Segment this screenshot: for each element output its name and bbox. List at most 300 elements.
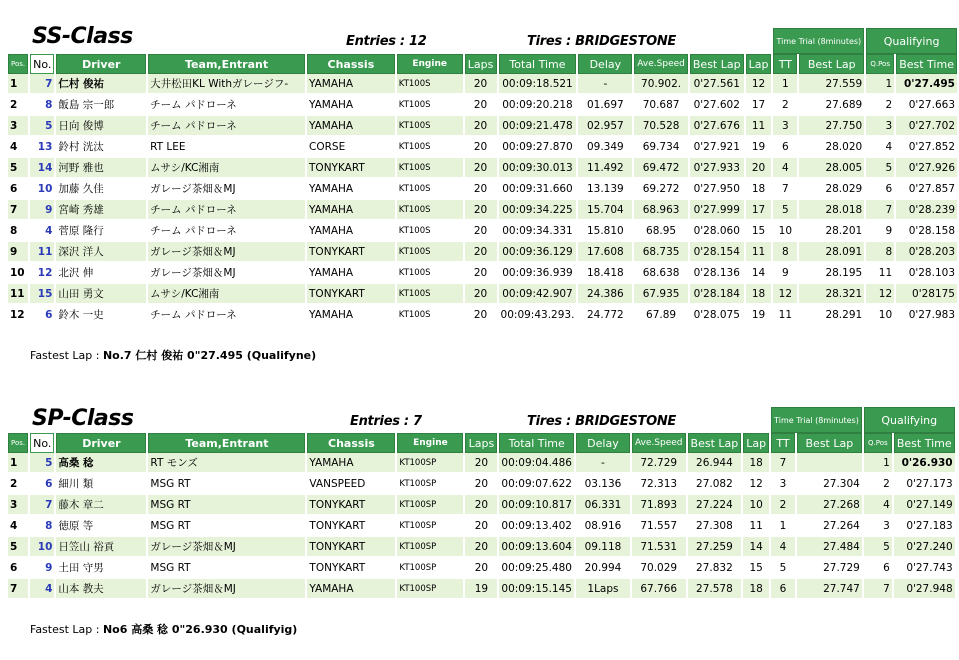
sp-cell-team: RT モンズ [148, 453, 305, 474]
ss-cell-pos: 12 [8, 305, 28, 326]
sp-header-best-time: Best Time [894, 433, 955, 453]
ss-cell-best-lap: 0'27.999 [690, 200, 744, 221]
sp-cell-tt-best-lap [797, 453, 862, 474]
sp-header-ave-speed: Ave.Speed [632, 433, 686, 453]
ss-header-driver: Driver [56, 54, 146, 74]
ss-cell-best-lap: 0'27.921 [690, 137, 744, 158]
sp-cell-lap: 10 [743, 495, 769, 516]
ss-cell-engine: KT100S [397, 74, 463, 95]
sp-cell-no: 8 [30, 516, 54, 537]
sp-cell-ave-speed: 71.531 [632, 537, 686, 558]
sp-cell-ave-speed: 72.729 [632, 453, 686, 474]
table-row [8, 221, 957, 242]
ss-group-header-row [8, 28, 957, 54]
sp-cell-driver: 徳原 等 [56, 516, 146, 537]
table-row [8, 284, 957, 305]
ss-cell-best-lap: 0'27.676 [690, 116, 744, 137]
sp-cell-delay: - [576, 453, 630, 474]
sp-cell-pos: 1 [8, 453, 28, 474]
ss-cell-no: 11 [30, 242, 54, 263]
ss-cell-team: チーム パドローネ [148, 95, 305, 116]
sp-header-engine: Engine [397, 433, 463, 453]
sp-cell-best-time: 0'27.743 [894, 558, 955, 579]
ss-cell-engine: KT100S [397, 221, 463, 242]
ss-cell-team: RT LEE [148, 137, 305, 158]
ss-class-title: SS-Class [32, 24, 133, 49]
sp-cell-driver: 細川 類 [56, 474, 146, 495]
ss-cell-best-time: 0'28.103 [896, 263, 957, 284]
ss-cell-no: 9 [30, 200, 54, 221]
sp-cell-laps: 20 [465, 453, 497, 474]
ss-cell-driver: 山田 勇文 [56, 284, 146, 305]
ss-header-total-time: Total Time [499, 54, 577, 74]
ss-cell-qpos: 12 [866, 284, 894, 305]
ss-cell-driver: 仁村 俊祐 [56, 74, 146, 95]
sp-cell-total-time: 00:09:07.622 [499, 474, 574, 495]
sp-cell-chassis: TONYKART [307, 516, 395, 537]
sp-cell-team: MSG RT [148, 474, 305, 495]
sp-cell-no: 6 [30, 474, 54, 495]
sp-qualifying-group: Qualifying [864, 407, 955, 433]
ss-cell-driver: 飯島 宗一郎 [56, 95, 146, 116]
ss-cell-tt-best-lap: 28.020 [799, 137, 864, 158]
sp-cell-ave-speed: 67.766 [632, 579, 686, 600]
ss-cell-engine: KT100S [397, 137, 463, 158]
ss-cell-total-time: 00:09:30.013 [499, 158, 577, 179]
ss-cell-chassis: YAMAHA [307, 95, 395, 116]
ss-cell-tt: 6 [773, 137, 797, 158]
sp-cell-engine: KT100SP [397, 474, 463, 495]
ss-cell-delay: 24.772 [578, 305, 632, 326]
ss-header-chassis: Chassis [307, 54, 395, 74]
sp-cell-laps: 19 [465, 579, 497, 600]
ss-cell-lap: 11 [746, 242, 772, 263]
sp-cell-laps: 20 [465, 474, 497, 495]
sp-cell-engine: KT100SP [397, 453, 463, 474]
ss-cell-tt: 5 [773, 200, 797, 221]
ss-cell-lap: 18 [746, 179, 772, 200]
ss-cell-delay: 17.608 [578, 242, 632, 263]
ss-cell-best-lap: 0'27.933 [690, 158, 744, 179]
table-row [8, 537, 955, 558]
sp-cell-delay: 20.994 [576, 558, 630, 579]
sp-header-laps: Laps [465, 433, 497, 453]
ss-cell-delay: 09.349 [578, 137, 632, 158]
sp-cell-best-lap: 27.578 [688, 579, 742, 600]
ss-cell-best-lap: 0'28.136 [690, 263, 744, 284]
ss-cell-tt: 7 [773, 179, 797, 200]
ss-cell-tt: 8 [773, 242, 797, 263]
ss-cell-total-time: 00:09:43.293. [499, 305, 577, 326]
ss-header-qpos: Q.Pos [866, 54, 894, 74]
ss-cell-chassis: TONYKART [307, 158, 395, 179]
sp-cell-lap: 12 [743, 474, 769, 495]
sp-cell-no: 5 [30, 453, 54, 474]
sp-cell-pos: 2 [8, 474, 28, 495]
ss-cell-best-lap: 0'28.060 [690, 221, 744, 242]
sp-cell-delay: 03.136 [576, 474, 630, 495]
sp-cell-laps: 20 [465, 558, 497, 579]
sp-time-trial-group: Time Trial (8minutes) [771, 407, 862, 433]
ss-cell-chassis: YAMAHA [307, 305, 395, 326]
ss-cell-driver: 鈴村 洸汰 [56, 137, 146, 158]
sp-header-lap: Lap [743, 433, 769, 453]
sp-cell-no: 9 [30, 558, 54, 579]
ss-cell-tt: 10 [773, 221, 797, 242]
sp-cell-delay: 06.331 [576, 495, 630, 516]
ss-cell-total-time: 00:09:18.521 [499, 74, 577, 95]
ss-cell-best-time: 0'27.495 [896, 74, 957, 95]
ss-cell-best-time: 0'27.857 [896, 179, 957, 200]
ss-cell-no: 8 [30, 95, 54, 116]
ss-cell-chassis: YAMAHA [307, 179, 395, 200]
ss-header-team: Team,Entrant [148, 54, 305, 74]
ss-cell-qpos: 8 [866, 242, 894, 263]
sp-cell-driver: 日笠山 裕貢 [56, 537, 146, 558]
table-row [8, 95, 957, 116]
sp-cell-tt: 6 [771, 579, 795, 600]
ss-cell-pos: 9 [8, 242, 28, 263]
table-row [8, 179, 957, 200]
table-row [8, 200, 957, 221]
ss-cell-laps: 20 [465, 284, 497, 305]
sp-cell-engine: KT100SP [397, 579, 463, 600]
ss-cell-driver: 深沢 洋人 [56, 242, 146, 263]
sp-cell-team: ガレージ茶畑＆MJ [148, 537, 305, 558]
ss-cell-driver: 鈴木 一史 [56, 305, 146, 326]
ss-cell-qpos: 5 [866, 158, 894, 179]
ss-header-laps: Laps [465, 54, 497, 74]
ss-cell-laps: 20 [465, 137, 497, 158]
ss-cell-qpos: 1 [866, 74, 894, 95]
sp-cell-laps: 20 [465, 537, 497, 558]
ss-cell-driver: 加藤 久佳 [56, 179, 146, 200]
ss-cell-no: 4 [30, 221, 54, 242]
ss-cell-pos: 8 [8, 221, 28, 242]
ss-cell-qpos: 7 [866, 200, 894, 221]
ss-cell-qpos: 9 [866, 221, 894, 242]
ss-cell-pos: 5 [8, 158, 28, 179]
ss-cell-tt-best-lap: 28.321 [799, 284, 864, 305]
ss-cell-ave-speed: 69.472 [634, 158, 688, 179]
ss-cell-best-time: 0'28.239 [896, 200, 957, 221]
ss-cell-laps: 20 [465, 242, 497, 263]
sp-cell-engine: KT100SP [397, 558, 463, 579]
ss-cell-no: 14 [30, 158, 54, 179]
ss-cell-tt-best-lap: 28.291 [799, 305, 864, 326]
ss-cell-laps: 20 [465, 179, 497, 200]
ss-header-tt-best-lap: Best Lap [799, 54, 864, 74]
ss-cell-team: チーム パドローネ [148, 200, 305, 221]
sp-header-team: Team,Entrant [148, 433, 305, 453]
ss-cell-team: ガレージ茶畑＆MJ [148, 242, 305, 263]
sp-cell-pos: 4 [8, 516, 28, 537]
ss-cell-best-lap: 0'27.950 [690, 179, 744, 200]
ss-cell-best-lap: 0'27.561 [690, 74, 744, 95]
sp-entries: Entries : 7 [350, 414, 422, 429]
ss-cell-lap: 17 [746, 200, 772, 221]
ss-cell-tt: 3 [773, 116, 797, 137]
sp-cell-chassis: VANSPEED [307, 474, 395, 495]
ss-cell-laps: 20 [465, 158, 497, 179]
table-row [8, 474, 955, 495]
ss-cell-delay: 11.492 [578, 158, 632, 179]
sp-header-best-lap: Best Lap [688, 433, 742, 453]
ss-cell-qpos: 10 [866, 305, 894, 326]
table-row [8, 558, 955, 579]
ss-cell-chassis: YAMAHA [307, 200, 395, 221]
ss-cell-laps: 20 [465, 95, 497, 116]
sp-cell-qpos: 3 [864, 516, 892, 537]
sp-cell-laps: 20 [465, 495, 497, 516]
ss-cell-qpos: 4 [866, 137, 894, 158]
sp-header-pos: Pos. [8, 433, 28, 453]
ss-cell-lap: 20 [746, 158, 772, 179]
sp-cell-qpos: 7 [864, 579, 892, 600]
sp-cell-team: ガレージ茶畑＆MJ [148, 579, 305, 600]
ss-cell-engine: KT100S [397, 284, 463, 305]
ss-cell-total-time: 00:09:21.478 [499, 116, 577, 137]
sp-cell-qpos: 1 [864, 453, 892, 474]
ss-cell-no: 12 [30, 263, 54, 284]
ss-cell-laps: 20 [465, 221, 497, 242]
sp-results-table [6, 407, 957, 600]
ss-cell-best-time: 0'28.158 [896, 221, 957, 242]
sp-cell-best-lap: 27.259 [688, 537, 742, 558]
sp-cell-ave-speed: 72.313 [632, 474, 686, 495]
sp-cell-delay: 1Laps [576, 579, 630, 600]
sp-cell-engine: KT100SP [397, 537, 463, 558]
ss-cell-delay: 15.704 [578, 200, 632, 221]
ss-cell-engine: KT100S [397, 200, 463, 221]
sp-header-total-time: Total Time [499, 433, 574, 453]
ss-cell-lap: 11 [746, 116, 772, 137]
ss-cell-laps: 20 [465, 305, 497, 326]
sp-cell-ave-speed: 71.557 [632, 516, 686, 537]
ss-cell-no: 6 [30, 305, 54, 326]
ss-cell-best-lap: 0'28.184 [690, 284, 744, 305]
ss-cell-ave-speed: 69.272 [634, 179, 688, 200]
ss-header-best-lap: Best Lap [690, 54, 744, 74]
ss-cell-ave-speed: 70.687 [634, 95, 688, 116]
ss-cell-delay: 15.810 [578, 221, 632, 242]
ss-cell-chassis: YAMAHA [307, 221, 395, 242]
ss-cell-no: 10 [30, 179, 54, 200]
ss-cell-pos: 3 [8, 116, 28, 137]
ss-cell-delay: 02.957 [578, 116, 632, 137]
sp-header-qpos: Q.Pos [864, 433, 892, 453]
sp-header-tt: TT [771, 433, 795, 453]
ss-cell-tt-best-lap: 28.195 [799, 263, 864, 284]
sp-cell-tt-best-lap: 27.484 [797, 537, 862, 558]
sp-cell-driver: 藤木 章二 [56, 495, 146, 516]
ss-cell-best-time: 0'27.926 [896, 158, 957, 179]
sp-cell-pos: 6 [8, 558, 28, 579]
sp-cell-lap: 18 [743, 453, 769, 474]
sp-cell-pos: 7 [8, 579, 28, 600]
ss-cell-total-time: 00:09:27.870 [499, 137, 577, 158]
sp-header-driver: Driver [56, 433, 146, 453]
ss-cell-pos: 6 [8, 179, 28, 200]
ss-cell-best-time: 0'28175 [896, 284, 957, 305]
sp-cell-best-lap: 27.224 [688, 495, 742, 516]
sp-class-title: SP-Class [32, 406, 134, 431]
ss-cell-tt-best-lap: 28.091 [799, 242, 864, 263]
sp-cell-pos: 3 [8, 495, 28, 516]
sp-cell-best-lap: 27.308 [688, 516, 742, 537]
ss-cell-lap: 15 [746, 221, 772, 242]
ss-cell-best-time: 0'28.203 [896, 242, 957, 263]
sp-cell-best-lap: 27.832 [688, 558, 742, 579]
sp-header-no: No. [30, 433, 54, 453]
sp-cell-qpos: 2 [864, 474, 892, 495]
ss-qualifying-group: Qualifying [866, 28, 957, 54]
ss-cell-team: ムサシ/KC湘南 [148, 284, 305, 305]
sp-cell-total-time: 00:09:13.604 [499, 537, 574, 558]
ss-entries: Entries : 12 [346, 34, 427, 49]
ss-cell-ave-speed: 67.89 [634, 305, 688, 326]
ss-cell-laps: 20 [465, 74, 497, 95]
ss-cell-tt-best-lap: 27.559 [799, 74, 864, 95]
ss-cell-tt-best-lap: 28.029 [799, 179, 864, 200]
ss-cell-chassis: YAMAHA [307, 74, 395, 95]
ss-cell-driver: 河野 雅也 [56, 158, 146, 179]
ss-cell-chassis: YAMAHA [307, 263, 395, 284]
ss-column-header-row [8, 54, 957, 74]
table-row [8, 495, 955, 516]
sp-cell-tt: 2 [771, 495, 795, 516]
ss-cell-pos: 7 [8, 200, 28, 221]
sp-column-header-row [8, 433, 955, 453]
sp-cell-best-time: 0'27.183 [894, 516, 955, 537]
ss-cell-delay: 24.386 [578, 284, 632, 305]
ss-cell-engine: KT100S [397, 158, 463, 179]
sp-cell-tt: 4 [771, 537, 795, 558]
sp-cell-chassis: TONYKART [307, 495, 395, 516]
ss-cell-tt-best-lap: 28.018 [799, 200, 864, 221]
ss-cell-team: 大井松田KL Withガレージフ- [148, 74, 305, 95]
ss-tires: Tires : BRIDGESTONE [527, 34, 676, 49]
ss-cell-driver: 菅原 隆行 [56, 221, 146, 242]
sp-cell-tt-best-lap: 27.264 [797, 516, 862, 537]
ss-cell-lap: 14 [746, 263, 772, 284]
sp-cell-driver: 土田 守男 [56, 558, 146, 579]
ss-cell-tt: 11 [773, 305, 797, 326]
ss-cell-ave-speed: 69.734 [634, 137, 688, 158]
ss-cell-tt: 1 [773, 74, 797, 95]
ss-cell-tt: 4 [773, 158, 797, 179]
sp-cell-engine: KT100SP [397, 516, 463, 537]
table-row [8, 305, 957, 326]
sp-cell-best-time: 0'27.948 [894, 579, 955, 600]
sp-cell-team: MSG RT [148, 558, 305, 579]
ss-header-no: No. [30, 54, 54, 74]
ss-cell-tt-best-lap: 27.750 [799, 116, 864, 137]
ss-cell-no: 15 [30, 284, 54, 305]
sp-cell-chassis: TONYKART [307, 537, 395, 558]
table-row [8, 137, 957, 158]
ss-cell-tt: 12 [773, 284, 797, 305]
sp-cell-driver: 高桑 稔 [56, 453, 146, 474]
ss-cell-team: ガレージ茶畑＆MJ [148, 263, 305, 284]
sp-cell-qpos: 6 [864, 558, 892, 579]
sp-cell-team: MSG RT [148, 516, 305, 537]
ss-cell-laps: 20 [465, 116, 497, 137]
ss-cell-chassis: TONYKART [307, 242, 395, 263]
ss-cell-team: ムサシ/KC湘南 [148, 158, 305, 179]
ss-cell-engine: KT100S [397, 179, 463, 200]
ss-cell-engine: KT100S [397, 95, 463, 116]
ss-cell-qpos: 11 [866, 263, 894, 284]
ss-cell-pos: 11 [8, 284, 28, 305]
sp-cell-best-time: 0'27.149 [894, 495, 955, 516]
sp-cell-tt-best-lap: 27.304 [797, 474, 862, 495]
ss-cell-lap: 17 [746, 95, 772, 116]
sp-cell-delay: 09.118 [576, 537, 630, 558]
ss-cell-total-time: 00:09:34.225 [499, 200, 577, 221]
ss-cell-qpos: 6 [866, 179, 894, 200]
ss-cell-driver: 日向 俊博 [56, 116, 146, 137]
ss-cell-tt: 9 [773, 263, 797, 284]
table-row [8, 579, 955, 600]
sp-cell-tt: 3 [771, 474, 795, 495]
ss-cell-tt-best-lap: 28.201 [799, 221, 864, 242]
sp-fastest-lap-value: No6 高桑 稔 0"26.930 (Qualifyig) [102, 623, 298, 636]
ss-cell-driver: 北沢 伸 [56, 263, 146, 284]
ss-cell-ave-speed: 70.902. [634, 74, 688, 95]
ss-cell-best-time: 0'27.663 [896, 95, 957, 116]
sp-tires: Tires : BRIDGESTONE [527, 414, 676, 429]
sp-fastest-lap: Fastest Lap : No6 高桑 稔 0"26.930 (Qualifyig) [30, 623, 298, 636]
table-row [8, 242, 957, 263]
table-row [8, 516, 955, 537]
sp-cell-chassis: TONYKART [307, 558, 395, 579]
ss-cell-driver: 宮崎 秀雄 [56, 200, 146, 221]
ss-cell-ave-speed: 68.735 [634, 242, 688, 263]
ss-cell-total-time: 00:09:31.660 [499, 179, 577, 200]
ss-cell-qpos: 3 [866, 116, 894, 137]
ss-cell-pos: 2 [8, 95, 28, 116]
sp-cell-lap: 15 [743, 558, 769, 579]
ss-cell-total-time: 00:09:34.331 [499, 221, 577, 242]
ss-time-trial-group: Time Trial (8minutes) [773, 28, 864, 54]
ss-cell-lap: 19 [746, 137, 772, 158]
sp-cell-lap: 18 [743, 579, 769, 600]
ss-cell-lap: 12 [746, 74, 772, 95]
sp-cell-qpos: 4 [864, 495, 892, 516]
sp-cell-no: 7 [30, 495, 54, 516]
ss-cell-engine: KT100S [397, 263, 463, 284]
ss-cell-total-time: 00:09:20.218 [499, 95, 577, 116]
ss-header-tt: TT [773, 54, 797, 74]
ss-cell-tt: 2 [773, 95, 797, 116]
ss-cell-ave-speed: 68.638 [634, 263, 688, 284]
sp-group-header-row [8, 407, 955, 433]
sp-cell-engine: KT100SP [397, 495, 463, 516]
ss-cell-no: 13 [30, 137, 54, 158]
ss-cell-tt-best-lap: 27.689 [799, 95, 864, 116]
sp-cell-laps: 20 [465, 516, 497, 537]
ss-cell-ave-speed: 67.935 [634, 284, 688, 305]
ss-cell-laps: 20 [465, 200, 497, 221]
ss-fastest-lap: Fastest Lap : No.7 仁村 俊祐 0"27.495 (Qualifyne) [30, 349, 317, 362]
ss-cell-total-time: 00:09:42.907 [499, 284, 577, 305]
ss-cell-team: チーム パドローネ [148, 221, 305, 242]
ss-cell-best-lap: 0'28.154 [690, 242, 744, 263]
sp-cell-tt: 1 [771, 516, 795, 537]
ss-header-engine: Engine [397, 54, 463, 74]
ss-cell-ave-speed: 68.95 [634, 221, 688, 242]
